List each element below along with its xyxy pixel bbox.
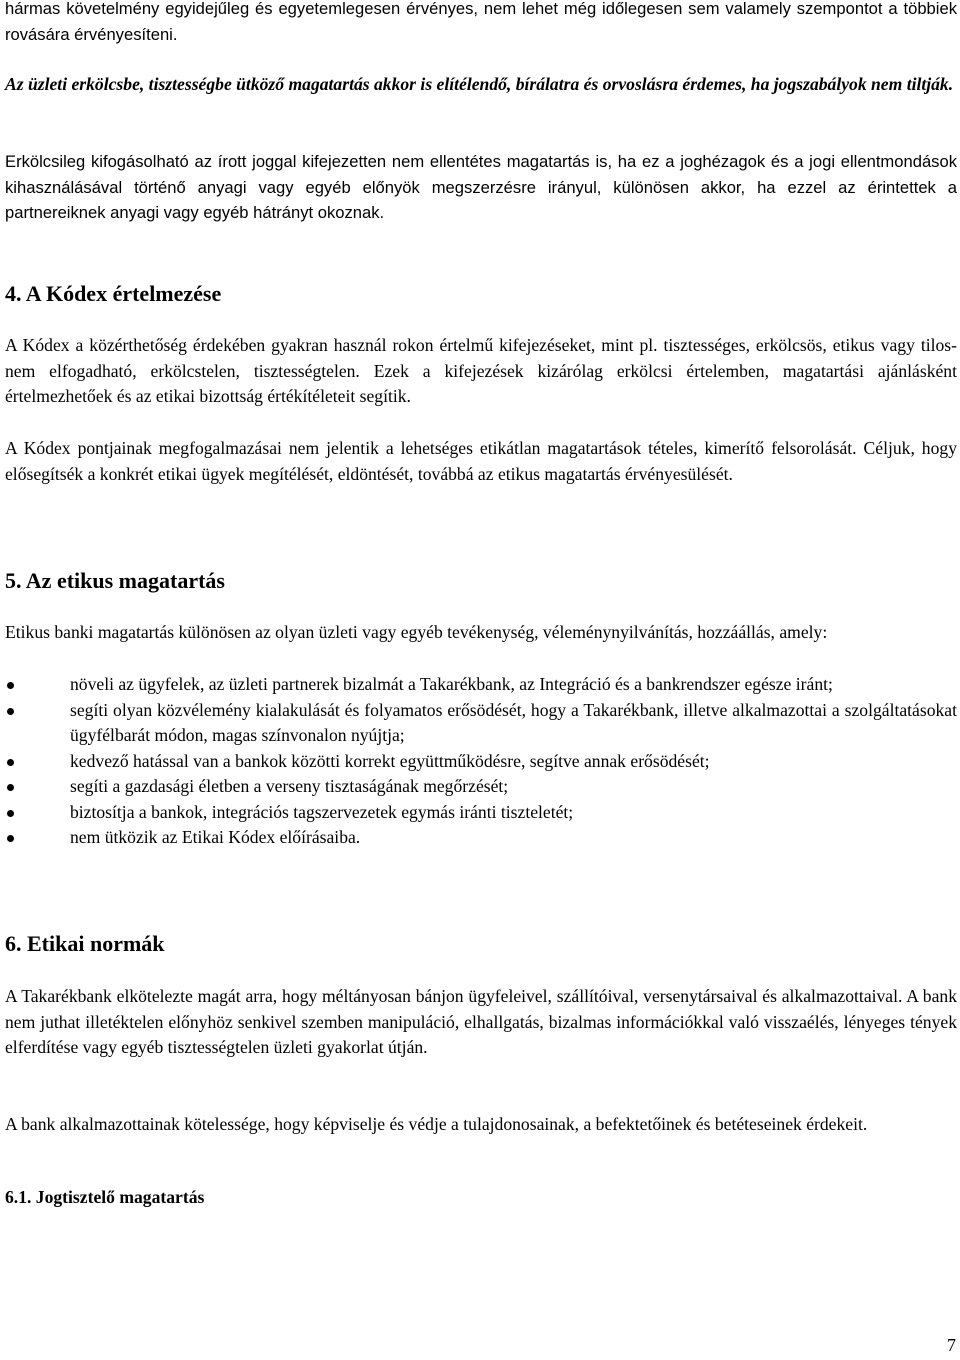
bullet-icon [7, 784, 14, 791]
list-item [5, 774, 957, 800]
section-6-heading: 6. Etikai normák [5, 931, 165, 956]
list-item-text: kedvező hatással van a bankok közötti korrekt együttműködésre, segítve annak erősödését; [70, 750, 710, 771]
intro-continuation-paragraph: hármas követelmény egyidejűleg és egyetemlegesen érvényes, nem lehet még időlegesen sem valamely szempontot a többiek rovására érvényesíteni. [5, 0, 957, 44]
section-4-paragraph-1: A Kódex a közérthetőség érdekében gyakran használ rokon értelmű kifejezéseket, mint pl. tisztességes, erkölcsös, etikus vagy tilos-nem elfogadható, erkölcstelen, tisztességtelen. Ezek a kifejezések kizárólag erkölcsi értelemben, magatartási ajánlásként értelmezhetőek és az etikai bizottság értékítéleteit segítik. [5, 335, 957, 406]
section-4-heading: 4. A Kódex értelmezése [5, 281, 222, 306]
list-item-text: segíti olyan közvélemény kialakulását és folyamatos erősödését, hogy a Takarékbank, illetve alkalmazottai a szolgáltatásokat ügyfélbarát módon, magas színvonalon nyújtja; [70, 699, 957, 745]
intro-emphasis-paragraph: Az üzleti erkölcsbe, tisztességbe ütköző magatartás akkor is elítélendő, bírálatra és orvoslásra érdemes, ha jogszabályok nem tiltják. [5, 74, 954, 94]
list-item-text: segíti a gazdasági életben a verseny tisztaságának megőrzését; [70, 776, 509, 796]
list-item [5, 825, 957, 851]
bullet-icon [7, 759, 14, 766]
section-6-paragraph-1: A Takarékbank elkötelezte magát arra, hogy méltányosan bánjon ügyfeleivel, szállítóival, versenytársaival és alkalmazottaival. A bank nem juthat illetéktelen előnyhöz senkivel szemben manipuláció, elhallgatás, bizalmas információkkal való visszaélés, lényeges tények elferdítése vagy egyéb tisztességtelen üzleti gyakorlat útján. [5, 986, 957, 1057]
section-6-paragraph-2: A bank alkalmazottainak kötelessége, hogy képviselje és védje a tulajdonosainak, a befektetőinek és betéteseinek érdekeit. [5, 1114, 868, 1134]
list-item-text: nem ütközik az Etikai Kódex előírásaiba. [70, 827, 361, 847]
section-5-intro: Etikus banki magatartás különösen az olyan üzleti vagy egyéb tevékenység, véleménynyilvánítás, hozzáállás, amely: [5, 622, 828, 642]
ethics-paragraph: Erkölcsileg kifogásolható az írott joggal kifejezetten nem ellentétes magatartás is, ha ez a joghézagok és a jogi ellentmondások kihasználásával történő anyagi vagy egyéb előnyök megszerzésre irányul, különösen akkor, ha ezzel az érintettek a partnereiknek anyagi vagy egyéb hátrányt okoznak. [5, 152, 957, 222]
list-item [5, 698, 957, 749]
list-item-text: növeli az ügyfelek, az üzleti partnerek bizalmát a Takarékbank, az Integráció és a bankrendszer egésze iránt; [70, 674, 833, 694]
bullet-icon [7, 708, 14, 715]
section-6-1-heading: 6.1. Jogtisztelő magatartás [5, 1187, 205, 1207]
section-5-heading: 5. Az etikus magatartás [5, 568, 225, 593]
list-item [5, 800, 957, 826]
list-item [5, 672, 957, 698]
section-4-paragraph-2: A Kódex pontjainak megfogalmazásai nem jelentik a lehetséges etikátlan magatartások tételes, kimerítő felsorolását. Céljuk, hogy elősegítsék a konkrét etikai ügyek megítélését, eldöntését, továbbá az etikus magatartás érvényesülését. [5, 438, 957, 484]
list-item [5, 749, 957, 775]
page-number: 7 [947, 1335, 956, 1355]
bullet-icon [7, 835, 14, 842]
list-item-text: biztosítja a bankok, integrációs tagszervezetek egymás iránti tiszteletét; [70, 801, 574, 822]
bullet-icon [7, 682, 14, 689]
ethical-conduct-list [5, 672, 957, 851]
bullet-icon [7, 810, 14, 817]
